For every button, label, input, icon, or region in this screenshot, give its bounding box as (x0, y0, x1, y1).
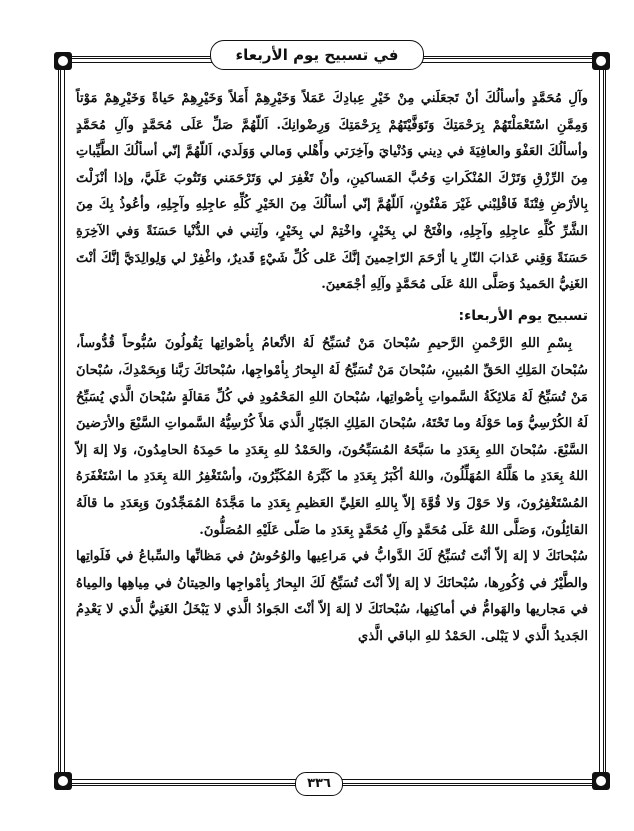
paragraph: سُبْحانَكَ لا إلهَ إلاّ أنْتَ تُسَبِّحُ لَكَ الدَّوابُّ في مَراعِيها والوُحُوشُ في مَظانِّها والسِّباعُ في فَلَواتِها والطَّيْرُ في وُكُورِها، سُبْحانَكَ لا إلهَ إلاّ أنْتَ تُسَبِّحُ لَكَ البِحارُ بِأمْواجِها والحِيتانُ في مِياهِها والمِياهُ في مَجاريها والهَوامُّ في أماكِنِها، سُبْحانَكَ لا إلهَ إلاّ أنْتَ الجَوادُ الَّذي لا يَبْخَلُ الغَنِيُّ الَّذي لا يَعْدِمُ الجَديدُ الَّذي لا يَبْلى. الحَمْدُ للهِ الباقي الَّذي (76, 549, 588, 644)
corner-ornament-icon (54, 772, 72, 790)
paragraph: بِسْمِ اللهِ الرَّحْمنِ الرَّحيمِ سُبْحانَ مَنْ تُسَبِّحُ لَهُ الأنْعامُ بِأصْواتِها يَقُولُونَ سُبُّوحاً قُدُّوساً، سُبْحانَ المَلِكِ الحَقِّ المُبينِ، سُبْحانَ مَنْ تُسَبِّحُ لَهُ البِحارُ بِأمْواجِها، سُبْحانَكَ رَبَّنا وَبِحَمْدِكَ، سُبْحانَ مَنْ تُسَبِّحُ لَهُ مَلائِكَةُ السَّمواتِ بِأصْواتِها، سُبْحانَ اللهِ المَحْمُودِ في كُلِّ مَقالَةٍ سُبْحانَ الَّذي يُسَبِّحُ لَهُ الكُرْسِيُّ وَما حَوْلَهُ وما تَحْتَهُ، سُبْحانَ المَلِكِ الجَبّارِ الَّذي مَلأَ كُرْسِيُّهُ السَّمواتِ السَّبْعَ والأرَضينَ السَّبْعَ. سُبْحانَ اللهِ بِعَدَدِ ما سَبَّحَهُ المُسَبِّحُونَ، والحَمْدُ للهِ بِعَدَدِ ما حَمِدَهُ الحامِدُونَ، وَلا إلهَ إلاّ اللهُ بِعَدَدِ ما هَلَّلَهُ المُهَلِّلُونَ، واللهُ أكْبَرُ بِعَدَدِ ما كَبَّرَهُ المُكَبِّرُونَ، وأسْتَغْفِرُ اللهَ بِعَدَدِ ما اسْتَغْفَرَهُ المُسْتَغْفِرُونَ، وَلا حَوْلَ وَلا قُوَّةَ إلاّ بِاللهِ العَلِيِّ العَظيمِ بِعَدَدِ ما مَجَّدَهُ المُمَجِّدُونَ وَبِعَدَدِ ما قالَهُ القائِلُونَ، وَصَلَّى اللهُ عَلَى مُحَمَّدٍ وآلِ مُحَمَّدٍ بِعَدَدِ ما صَلّى عَلَيْهِ المُصَلُّونَ. (76, 336, 588, 538)
page-content (76, 86, 588, 650)
page-number: ٣٣٦ (295, 772, 343, 796)
running-header-title: في تسبيح يوم الأربعاء (210, 40, 424, 70)
corner-ornament-icon (54, 52, 72, 70)
corner-ornament-icon (592, 772, 610, 790)
paragraph: وآلِ مُحَمَّدٍ وأسألُكَ أنْ تَجعَلَني مِنْ خَيْرِ عِبادِكَ عَمَلاً وَخَيْرِهِمْ أَمَلاً وَخَيْرِهِمْ حَياةً وَخَيْرِهِمْ مَوْتاً وَمِمَّنِ اسْتَعْمَلْتَهُمْ بِرَحْمَتِكَ وَتَوَفَّيْتَهُمْ بِرَحْمَتِكَ وَرِضْوانِكَ. اَللّهُمَّ صَلِّ عَلَى مُحَمَّدٍ وآلِ مُحَمَّدٍ وأسألُكَ العَفْوَ والعافِيَةَ في دِيني وَدُنْيايَ وآخِرَتي وأَهْلي وَمالي وَوَلَدي، اَللّهُمَّ إنّي أسألُكَ الطَّيِّباتِ مِنَ الرِّزْقِ وَتَرْكَ المُنْكَراتِ وَحُبَّ المَساكينِ، وأنْ تَغْفِرَ لي وَتَرْحَمَني وَتَتُوبَ عَلَيَّ، وإذا أنْزَلْتَ بِالأرْضِ فِتْنَةً فَاقْلِبْني غَيْرَ مَفْتُونٍ، اَللّهُمَّ إنّي أسألُكَ مِنَ الخَيْرِ كُلِّهِ عاجِلِهِ وآجِلِهِ، وأعُوذُ بِكَ مِنَ الشَّرِّ كُلِّهِ عاجِلِهِ وآجِلِهِ، وافْتَحْ لي بِخَيْرٍ، واخْتِمْ لي بِخَيْرٍ، وآتِني في الدُّنْيا حَسَنَةً وَفي الآخِرَةِ حَسَنَةً وَقِني عَذابَ النّارِ يا أرْحَمَ الرّاحِمينَ إنَّكَ عَلى كُلِّ شَيْءٍ قَديرٌ، واغْفِرْ لي وَلِوالِدَيَّ إنَّكَ أنْتَ الغَنِيُّ الحَميدُ وَصَلَّى اللهُ عَلَى مُحَمَّدٍ وآلِهِ أجْمَعينَ. (76, 91, 588, 293)
section-heading: تسبيح يوم الأربعاء: (458, 307, 588, 324)
corner-ornament-icon (592, 52, 610, 70)
